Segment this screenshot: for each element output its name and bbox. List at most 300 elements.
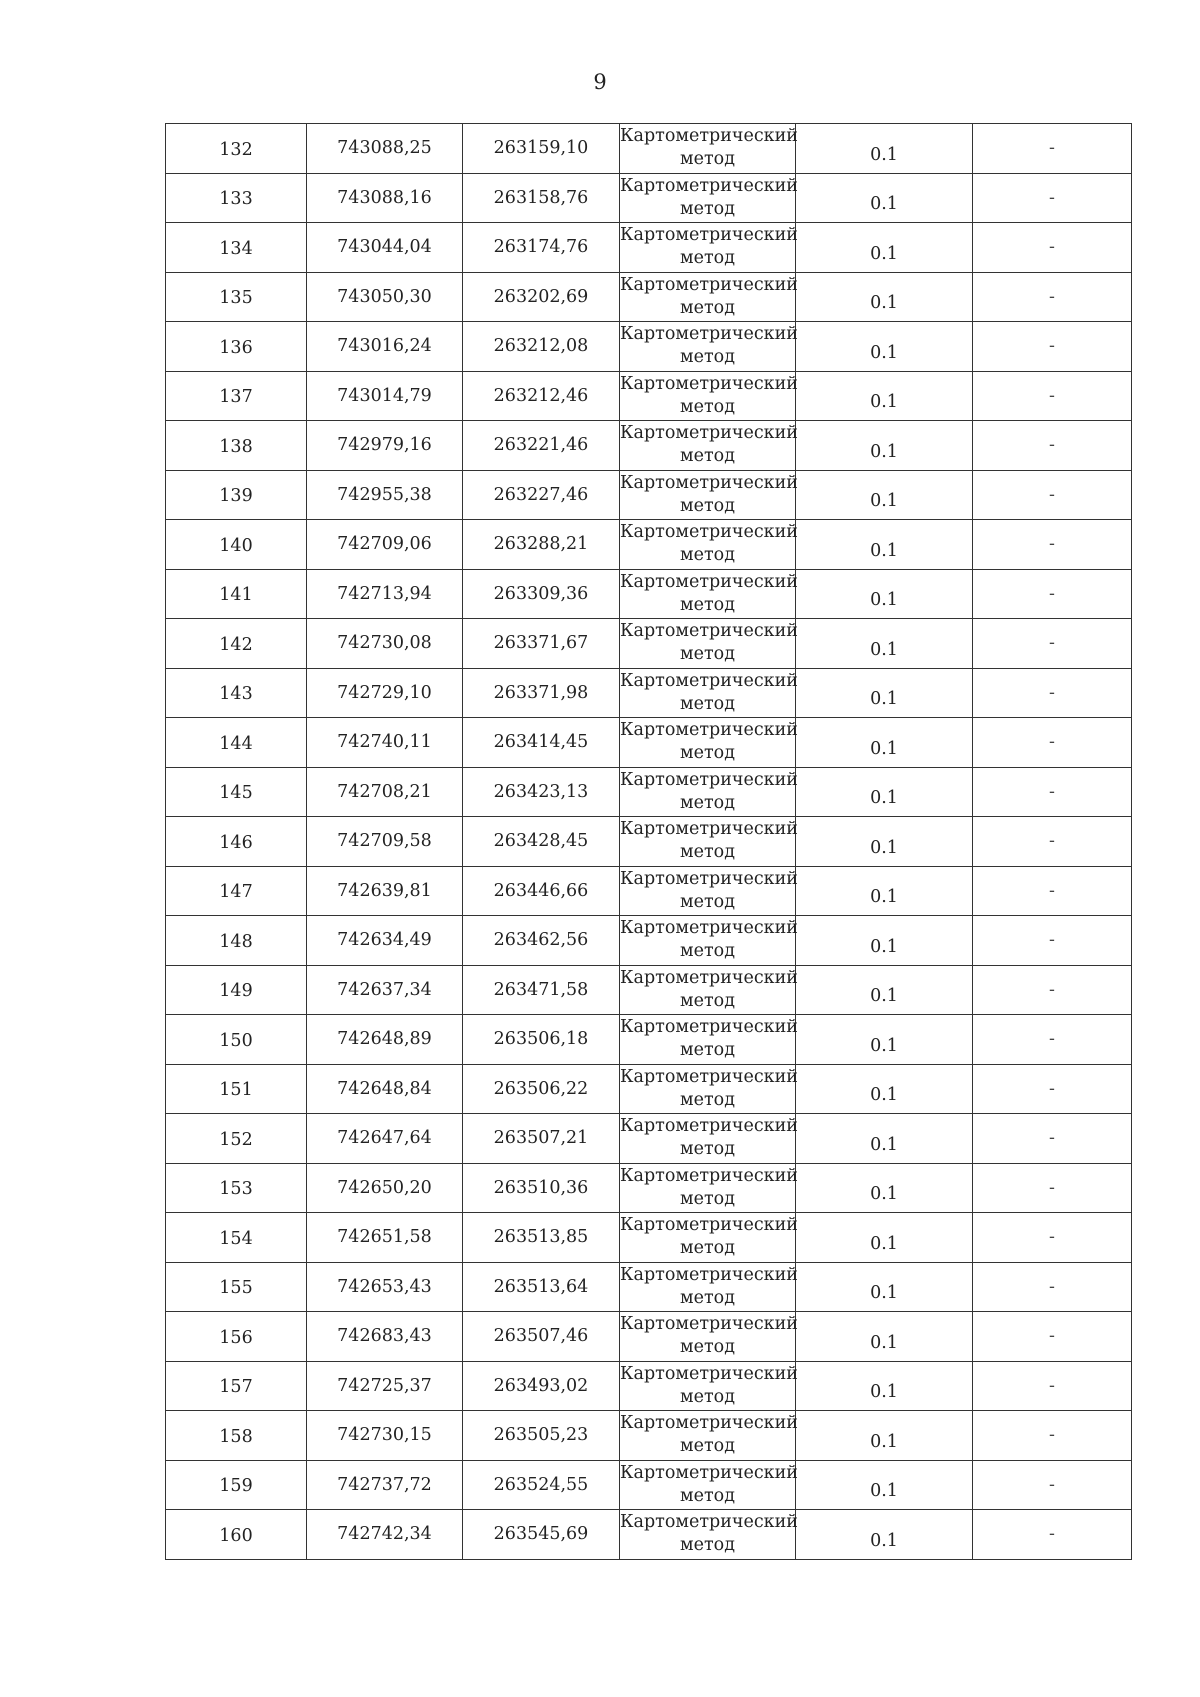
point-number-cell-text: 150 [219, 1030, 253, 1051]
point-number-cell-text: 143 [219, 684, 253, 705]
method-cell-text: Картометрический [620, 1215, 798, 1236]
accuracy-cell [796, 767, 973, 817]
table-row [166, 223, 1132, 273]
point-number-cell [166, 1510, 307, 1560]
x-coordinate-cell-text: 742648,89 [337, 1029, 432, 1050]
note-cell [973, 916, 1132, 966]
method-cell-text: Картометрический [620, 769, 798, 790]
method-cell [620, 1163, 796, 1213]
table-row [166, 421, 1132, 471]
point-number-cell [166, 817, 307, 867]
accuracy-cell-text: 0.1 [870, 1233, 898, 1254]
point-number-cell [166, 1064, 307, 1114]
method-cell-text: Картометрический [620, 522, 798, 543]
y-coordinate-cell [463, 817, 620, 867]
coordinates-table [165, 123, 1132, 1560]
point-number-cell-text: 157 [219, 1377, 253, 1398]
y-coordinate-cell [463, 1064, 620, 1114]
note-cell-text: - [1049, 682, 1055, 703]
method-cell-text: Картометрический [620, 1066, 798, 1087]
accuracy-cell [796, 1312, 973, 1362]
y-coordinate-cell [463, 965, 620, 1015]
point-number-cell-text: 134 [219, 238, 253, 259]
y-coordinate-cell-text: 263159,10 [493, 138, 589, 159]
coordinates-table-body [166, 124, 1132, 1560]
note-cell [973, 124, 1132, 174]
accuracy-cell-text: 0.1 [870, 837, 898, 858]
x-coordinate-cell [307, 668, 463, 718]
note-cell [973, 322, 1132, 372]
x-coordinate-cell-text: 742709,06 [337, 534, 432, 555]
y-coordinate-cell-text: 263471,58 [493, 979, 589, 1000]
y-coordinate-cell [463, 569, 620, 619]
point-number-cell-text: 135 [219, 288, 253, 309]
table-row [166, 520, 1132, 570]
note-cell [973, 1015, 1132, 1065]
note-cell [973, 1411, 1132, 1461]
point-number-cell-text: 141 [219, 585, 253, 606]
note-cell [973, 1460, 1132, 1510]
accuracy-cell-text: 0.1 [870, 491, 898, 512]
note-cell-text: - [1049, 1078, 1055, 1099]
point-number-cell-text: 133 [219, 189, 253, 210]
y-coordinate-cell-text: 263506,22 [493, 1078, 589, 1099]
y-coordinate-cell [463, 1163, 620, 1213]
accuracy-cell [796, 322, 973, 372]
x-coordinate-cell [307, 371, 463, 421]
accuracy-cell [796, 1163, 973, 1213]
x-coordinate-cell [307, 965, 463, 1015]
method-cell-text: Картометрический [620, 1116, 798, 1137]
note-cell [973, 718, 1132, 768]
method-cell-text: Картометрический [620, 720, 798, 741]
y-coordinate-cell [463, 718, 620, 768]
point-number-cell-text: 136 [219, 337, 253, 358]
method-cell-text: метод [680, 1535, 735, 1556]
method-cell [620, 322, 796, 372]
accuracy-cell [796, 866, 973, 916]
y-coordinate-cell-text: 263227,46 [493, 484, 589, 505]
point-number-cell [166, 520, 307, 570]
point-number-cell [166, 1312, 307, 1362]
method-cell-text: Картометрический [620, 571, 798, 592]
method-cell [620, 470, 796, 520]
y-coordinate-cell [463, 1262, 620, 1312]
method-cell-text: Картометрический [620, 1512, 798, 1533]
method-cell [620, 668, 796, 718]
y-coordinate-cell [463, 1312, 620, 1362]
table-row [166, 916, 1132, 966]
x-coordinate-cell [307, 1312, 463, 1362]
note-cell [973, 1064, 1132, 1114]
accuracy-cell [796, 1510, 973, 1560]
note-cell-text: - [1049, 187, 1055, 208]
point-number-cell-text: 144 [219, 733, 253, 754]
x-coordinate-cell [307, 817, 463, 867]
method-cell [620, 817, 796, 867]
y-coordinate-cell [463, 322, 620, 372]
y-coordinate-cell-text: 263212,46 [493, 385, 589, 406]
x-coordinate-cell [307, 272, 463, 322]
y-coordinate-cell-text: 263174,76 [493, 237, 589, 258]
method-cell-text: метод [680, 198, 735, 219]
note-cell-text: - [1049, 484, 1055, 505]
method-cell-text: метод [680, 1188, 735, 1209]
x-coordinate-cell [307, 1262, 463, 1312]
accuracy-cell [796, 173, 973, 223]
y-coordinate-cell-text: 263493,02 [493, 1375, 589, 1396]
table-row [166, 965, 1132, 1015]
method-cell [620, 223, 796, 273]
accuracy-cell [796, 1460, 973, 1510]
method-cell [620, 1460, 796, 1510]
point-number-cell-text: 154 [219, 1228, 253, 1249]
point-number-cell [166, 1411, 307, 1461]
accuracy-cell-text: 0.1 [870, 936, 898, 957]
point-number-cell [166, 371, 307, 421]
accuracy-cell-text: 0.1 [870, 194, 898, 215]
method-cell-text: Картометрический [620, 967, 798, 988]
y-coordinate-cell-text: 263513,85 [493, 1227, 589, 1248]
note-cell-text: - [1049, 1474, 1055, 1495]
x-coordinate-cell [307, 718, 463, 768]
accuracy-cell [796, 1411, 973, 1461]
y-coordinate-cell [463, 520, 620, 570]
note-cell [973, 767, 1132, 817]
x-coordinate-cell [307, 1411, 463, 1461]
x-coordinate-cell-text: 743088,16 [337, 187, 432, 208]
point-number-cell-text: 147 [219, 882, 253, 903]
point-number-cell [166, 1163, 307, 1213]
point-number-cell [166, 173, 307, 223]
method-cell-text: метод [680, 149, 735, 170]
method-cell-text: Картометрический [620, 1363, 798, 1384]
method-cell [620, 1510, 796, 1560]
note-cell [973, 668, 1132, 718]
note-cell-text: - [1049, 1375, 1055, 1396]
accuracy-cell-text: 0.1 [870, 639, 898, 660]
note-cell-text: - [1049, 435, 1055, 456]
y-coordinate-cell-text: 263202,69 [493, 286, 589, 307]
point-number-cell [166, 866, 307, 916]
point-number-cell-text: 152 [219, 1129, 253, 1150]
accuracy-cell [796, 1114, 973, 1164]
x-coordinate-cell-text: 742653,43 [337, 1276, 432, 1297]
note-cell [973, 965, 1132, 1015]
note-cell-text: - [1049, 1177, 1055, 1198]
method-cell-text: метод [680, 1238, 735, 1259]
note-cell [973, 1510, 1132, 1560]
point-number-cell-text: 145 [219, 783, 253, 804]
note-cell-text: - [1049, 583, 1055, 604]
accuracy-cell [796, 1064, 973, 1114]
method-cell-text: метод [680, 347, 735, 368]
method-cell [620, 421, 796, 471]
accuracy-cell-text: 0.1 [870, 788, 898, 809]
accuracy-cell-text: 0.1 [870, 738, 898, 759]
method-cell-text: метод [680, 297, 735, 318]
note-cell-text: - [1049, 286, 1055, 307]
accuracy-cell [796, 817, 973, 867]
method-cell-text: Картометрический [620, 918, 798, 939]
y-coordinate-cell-text: 263510,36 [493, 1177, 589, 1198]
method-cell-text: Картометрический [620, 423, 798, 444]
method-cell-text: Картометрический [620, 819, 798, 840]
method-cell [620, 1262, 796, 1312]
x-coordinate-cell-text: 742651,58 [337, 1227, 432, 1248]
x-coordinate-cell-text: 742955,38 [337, 484, 432, 505]
note-cell [973, 619, 1132, 669]
x-coordinate-cell-text: 742740,11 [337, 732, 432, 753]
table-row [166, 817, 1132, 867]
point-number-cell [166, 1361, 307, 1411]
method-cell-text: Картометрический [620, 1462, 798, 1483]
method-cell-text: Картометрический [620, 1264, 798, 1285]
point-number-cell [166, 916, 307, 966]
method-cell-text: метод [680, 248, 735, 269]
note-cell [973, 866, 1132, 916]
method-cell-text: метод [680, 1040, 735, 1061]
y-coordinate-cell-text: 263513,64 [493, 1276, 589, 1297]
x-coordinate-cell [307, 1460, 463, 1510]
x-coordinate-cell-text: 742730,08 [337, 633, 432, 654]
table-row [166, 1361, 1132, 1411]
table-row [166, 1015, 1132, 1065]
accuracy-cell [796, 569, 973, 619]
method-cell [620, 619, 796, 669]
x-coordinate-cell [307, 1015, 463, 1065]
note-cell-text: - [1049, 781, 1055, 802]
accuracy-cell [796, 421, 973, 471]
x-coordinate-cell [307, 1064, 463, 1114]
y-coordinate-cell-text: 263212,08 [493, 336, 589, 357]
note-cell-text: - [1049, 534, 1055, 555]
method-cell [620, 1064, 796, 1114]
y-coordinate-cell [463, 223, 620, 273]
accuracy-cell [796, 965, 973, 1015]
note-cell-text: - [1049, 385, 1055, 406]
table-row [166, 1064, 1132, 1114]
note-cell-text: - [1049, 138, 1055, 159]
method-cell-text: метод [680, 495, 735, 516]
x-coordinate-cell [307, 1163, 463, 1213]
note-cell [973, 817, 1132, 867]
method-cell [620, 371, 796, 421]
point-number-cell-text: 132 [219, 139, 253, 160]
y-coordinate-cell-text: 263446,66 [493, 880, 589, 901]
accuracy-cell [796, 1262, 973, 1312]
note-cell-text: - [1049, 237, 1055, 258]
method-cell-text: Картометрический [620, 126, 798, 147]
point-number-cell-text: 148 [219, 931, 253, 952]
point-number-cell [166, 668, 307, 718]
method-cell [620, 272, 796, 322]
x-coordinate-cell-text: 742979,16 [337, 435, 432, 456]
point-number-cell [166, 1114, 307, 1164]
method-cell-text: Картометрический [620, 225, 798, 246]
method-cell-text: метод [680, 644, 735, 665]
accuracy-cell-text: 0.1 [870, 1382, 898, 1403]
accuracy-cell-text: 0.1 [870, 887, 898, 908]
point-number-cell [166, 767, 307, 817]
point-number-cell [166, 124, 307, 174]
x-coordinate-cell-text: 742725,37 [337, 1375, 432, 1396]
table-row [166, 1213, 1132, 1263]
note-cell [973, 223, 1132, 273]
x-coordinate-cell-text: 742647,64 [337, 1128, 432, 1149]
x-coordinate-cell-text: 743014,79 [337, 385, 432, 406]
accuracy-cell-text: 0.1 [870, 1530, 898, 1551]
method-cell-text: Картометрический [620, 472, 798, 493]
table-row [166, 470, 1132, 520]
x-coordinate-cell [307, 520, 463, 570]
y-coordinate-cell-text: 263462,56 [493, 930, 589, 951]
method-cell-text: метод [680, 693, 735, 714]
x-coordinate-cell [307, 124, 463, 174]
method-cell [620, 173, 796, 223]
x-coordinate-cell-text: 742683,43 [337, 1326, 432, 1347]
x-coordinate-cell [307, 1114, 463, 1164]
y-coordinate-cell [463, 470, 620, 520]
y-coordinate-cell-text: 263423,13 [493, 781, 589, 802]
accuracy-cell [796, 619, 973, 669]
y-coordinate-cell [463, 866, 620, 916]
accuracy-cell [796, 718, 973, 768]
method-cell-text: Картометрический [620, 1165, 798, 1186]
note-cell-text: - [1049, 930, 1055, 951]
y-coordinate-cell [463, 1015, 620, 1065]
table-row [166, 1460, 1132, 1510]
accuracy-cell [796, 520, 973, 570]
table-row [166, 1411, 1132, 1461]
table-row [166, 371, 1132, 421]
table-row [166, 322, 1132, 372]
point-number-cell [166, 470, 307, 520]
y-coordinate-cell [463, 1114, 620, 1164]
x-coordinate-cell-text: 742742,34 [337, 1524, 432, 1545]
table-row [166, 569, 1132, 619]
note-cell [973, 520, 1132, 570]
note-cell-text: - [1049, 1425, 1055, 1446]
method-cell-text: метод [680, 396, 735, 417]
method-cell-text: метод [680, 1485, 735, 1506]
x-coordinate-cell-text: 743016,24 [337, 336, 432, 357]
point-number-cell [166, 272, 307, 322]
x-coordinate-cell [307, 569, 463, 619]
y-coordinate-cell-text: 263545,69 [493, 1524, 589, 1545]
point-number-cell-text: 140 [219, 535, 253, 556]
accuracy-cell [796, 916, 973, 966]
point-number-cell [166, 619, 307, 669]
note-cell [973, 569, 1132, 619]
table-row [166, 272, 1132, 322]
y-coordinate-cell [463, 272, 620, 322]
x-coordinate-cell-text: 742729,10 [337, 682, 432, 703]
x-coordinate-cell-text: 742648,84 [337, 1078, 432, 1099]
accuracy-cell-text: 0.1 [870, 590, 898, 611]
note-cell [973, 272, 1132, 322]
accuracy-cell-text: 0.1 [870, 342, 898, 363]
x-coordinate-cell-text: 742708,21 [337, 781, 432, 802]
method-cell-text: метод [680, 1089, 735, 1110]
x-coordinate-cell-text: 742713,94 [337, 583, 432, 604]
point-number-cell-text: 158 [219, 1426, 253, 1447]
table-row [166, 1510, 1132, 1560]
accuracy-cell-text: 0.1 [870, 1431, 898, 1452]
note-cell [973, 1312, 1132, 1362]
note-cell [973, 1114, 1132, 1164]
note-cell [973, 1163, 1132, 1213]
method-cell [620, 1114, 796, 1164]
y-coordinate-cell-text: 263428,45 [493, 831, 589, 852]
x-coordinate-cell [307, 421, 463, 471]
accuracy-cell-text: 0.1 [870, 1134, 898, 1155]
note-cell-text: - [1049, 1276, 1055, 1297]
y-coordinate-cell-text: 263524,55 [493, 1474, 589, 1495]
y-coordinate-cell-text: 263371,98 [493, 682, 589, 703]
accuracy-cell [796, 1015, 973, 1065]
accuracy-cell-text: 0.1 [870, 441, 898, 462]
y-coordinate-cell [463, 124, 620, 174]
point-number-cell [166, 718, 307, 768]
page-number: 9 [593, 70, 607, 94]
accuracy-cell [796, 668, 973, 718]
point-number-cell-text: 151 [219, 1080, 253, 1101]
method-cell-text: метод [680, 1436, 735, 1457]
accuracy-cell-text: 0.1 [870, 1035, 898, 1056]
y-coordinate-cell [463, 668, 620, 718]
y-coordinate-cell-text: 263221,46 [493, 435, 589, 456]
x-coordinate-cell-text: 743050,30 [337, 286, 432, 307]
point-number-cell-text: 155 [219, 1278, 253, 1299]
method-cell-text: метод [680, 792, 735, 813]
note-cell [973, 421, 1132, 471]
accuracy-cell-text: 0.1 [870, 1332, 898, 1353]
x-coordinate-cell [307, 470, 463, 520]
y-coordinate-cell-text: 263288,21 [493, 534, 589, 555]
note-cell [973, 1213, 1132, 1263]
point-number-cell-text: 138 [219, 436, 253, 457]
method-cell-text: Картометрический [620, 274, 798, 295]
method-cell [620, 1361, 796, 1411]
note-cell-text: - [1049, 732, 1055, 753]
y-coordinate-cell-text: 263507,21 [493, 1128, 589, 1149]
y-coordinate-cell-text: 263371,67 [493, 633, 589, 654]
method-cell-text: метод [680, 446, 735, 467]
point-number-cell-text: 149 [219, 981, 253, 1002]
x-coordinate-cell [307, 866, 463, 916]
x-coordinate-cell-text: 742709,58 [337, 831, 432, 852]
accuracy-cell-text: 0.1 [870, 293, 898, 314]
method-cell-text: Картометрический [620, 175, 798, 196]
note-cell-text: - [1049, 831, 1055, 852]
accuracy-cell [796, 470, 973, 520]
point-number-cell [166, 1460, 307, 1510]
method-cell [620, 520, 796, 570]
point-number-cell-text: 153 [219, 1179, 253, 1200]
point-number-cell [166, 1015, 307, 1065]
method-cell [620, 1015, 796, 1065]
y-coordinate-cell-text: 263414,45 [493, 732, 589, 753]
y-coordinate-cell [463, 916, 620, 966]
table-row [166, 1163, 1132, 1213]
note-cell-text: - [1049, 1524, 1055, 1545]
table-row [166, 1114, 1132, 1164]
accuracy-cell-text: 0.1 [870, 1481, 898, 1502]
point-number-cell-text: 142 [219, 634, 253, 655]
point-number-cell [166, 569, 307, 619]
method-cell-text: Картометрический [620, 373, 798, 394]
